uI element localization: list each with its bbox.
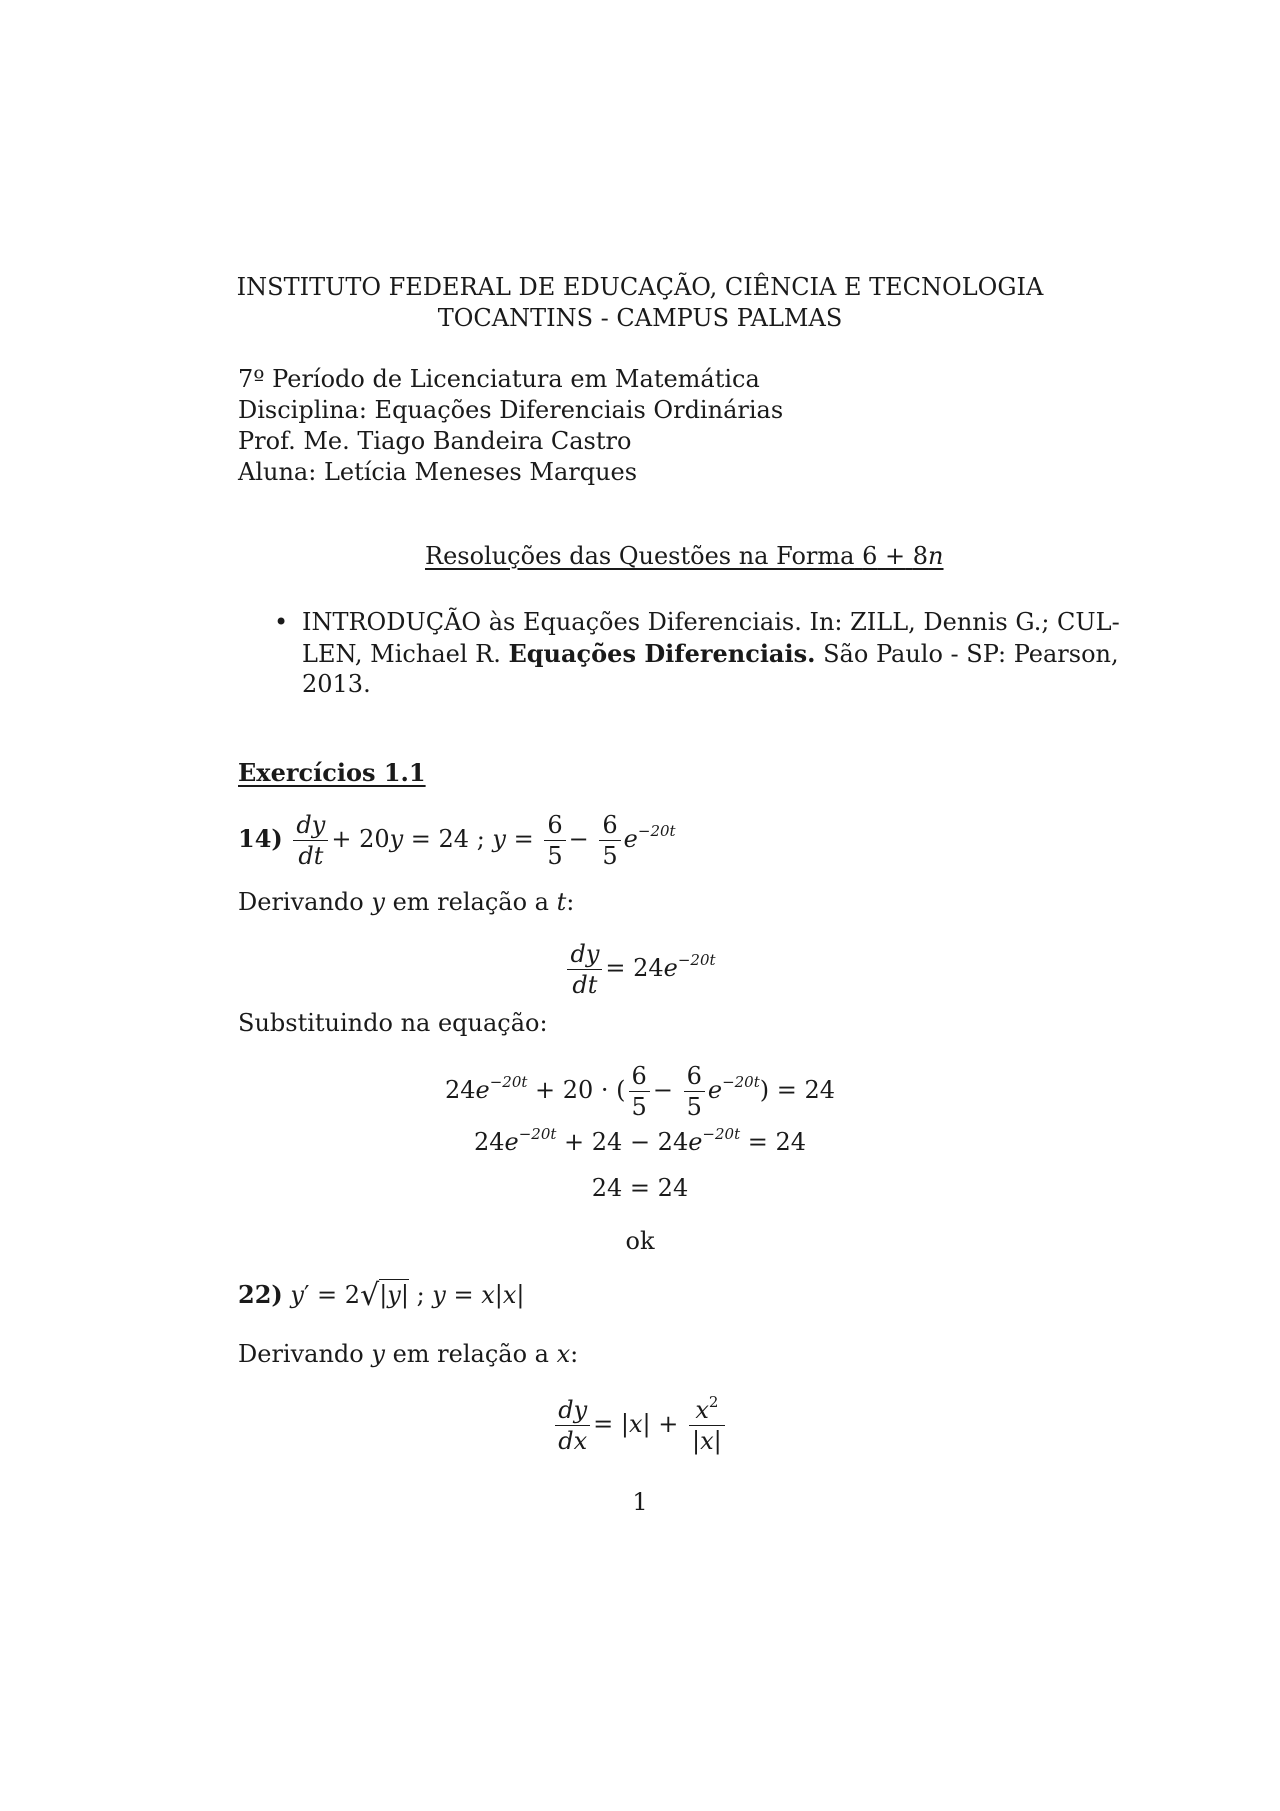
period-line: 7º Período de Licenciatura em Matemática [238, 365, 760, 393]
campus-title: TOCANTINS - CAMPUS PALMAS [437, 304, 843, 332]
ex14-derivative-equation: $\frac{dy}{dt}$ = $24e^{-20t}$ [0, 939, 1280, 1000]
ex14-substitution-line-2: $24e^{-20t} + 24 - 24e^{-20t} = 24$ [473, 1125, 807, 1156]
reference-line-2: LEN, Michael R. Equações Diferenciais. São Paulo - SP: Pearson, [302, 639, 1119, 668]
ex22-derive-text: Derivando y em relação a x: [238, 1340, 579, 1368]
exercise-22-statement: 22) y′ = 2√|y| ; y = x|x| [238, 1278, 525, 1313]
ex22-derivative-equation: $\frac{dy}{dx}$ = |x| + $\frac{x^2}{|x|}$ [0, 1395, 1280, 1456]
professor-line: Prof. Me. Tiago Bandeira Castro [238, 427, 632, 455]
ex14-derive-text: Derivando y em relação a t: [238, 888, 575, 916]
exercise-14-label: 14) [238, 824, 283, 853]
student-line: Aluna: Letícia Meneses Marques [238, 458, 638, 486]
ex14-substitution-line-3: 24 = 24 [591, 1174, 689, 1202]
book-title: Equações Diferenciais. [508, 639, 816, 668]
bullet-icon: • [274, 608, 289, 636]
institute-title: INSTITUTO FEDERAL DE EDUCAÇÃO, CIÊNCIA E TECNOLOGIA [236, 273, 1044, 301]
ex14-substitute-text: Substituindo na equação: [238, 1009, 548, 1037]
ex14-substitution-line-1: $24e^{-20t} + 20$ · ( $\frac{6}{5}$ − $\frac{6}{5}$ $e^{-20t}) = 24$ [444, 1062, 836, 1121]
sqrt-icon: √ [360, 1278, 380, 1313]
reference-line-3: 2013. [302, 670, 371, 698]
section-title: Resoluções das Questões na Forma 6 + 8n [425, 542, 944, 570]
exercise-14-statement: 14) $\frac{dy}{dt}$ + 20y = 24 ; y = $\frac{6}{5}$ − $\frac{6}{5}$ $e^{-20t}$ [238, 811, 676, 870]
reference-line-1: INTRODUÇÃO às Equações Diferenciais. In: ZILL, Dennis G.; CUL- [302, 608, 1120, 636]
exercise-22-label: 22) [238, 1280, 283, 1309]
ex14-ok: ok [625, 1227, 655, 1255]
exercises-heading: Exercícios 1.1 [238, 758, 426, 787]
page-number: 1 [632, 1488, 648, 1516]
discipline-line: Disciplina: Equações Diferenciais Ordinárias [238, 396, 784, 424]
